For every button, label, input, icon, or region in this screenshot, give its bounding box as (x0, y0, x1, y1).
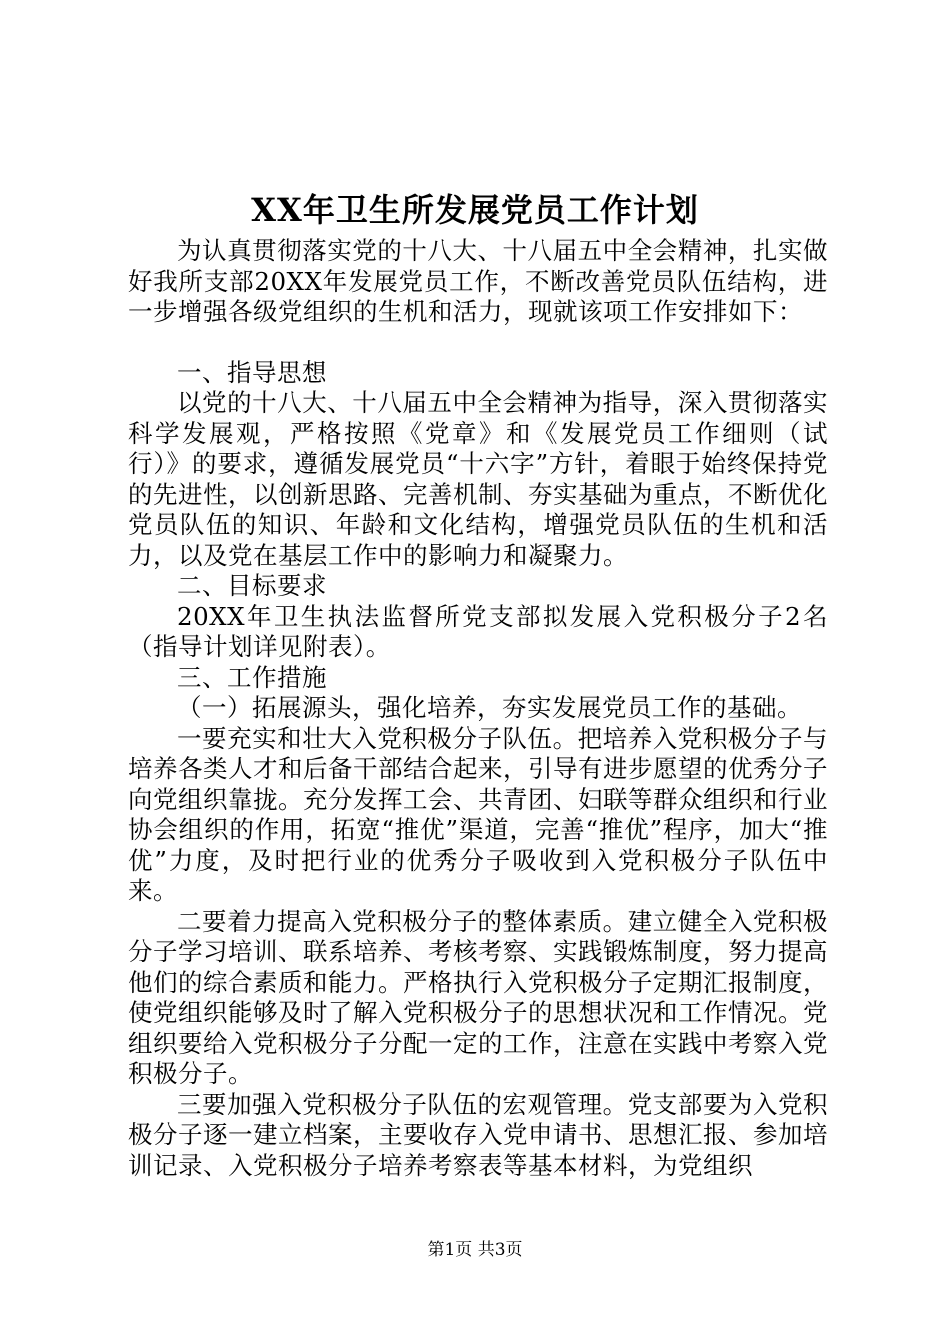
section-heading-goals: 二、目标要求 (177, 571, 327, 600)
measure-paragraph-3: 三要加强入党积极分子队伍的宏观管理。党支部要为入党积极分子逐一建立档案，主要收存入党申请书、思想汇报、参加培训记录、入党积极分子培养考察表等基本材料，为党组织 (128, 1089, 828, 1180)
document-title: XX年卫生所发展党员工作计划 (251, 191, 699, 229)
section-paragraph-guiding-ideology: 以党的十八大、十八届五中全会精神为指导，深入贯彻落实科学发展观，严格按照《党章》和《发展党员工作细则（试行）》的要求，遵循发展党员“十六字”方针，着眼于始终保持党的先进性，以创新思路、完善机制、夯实基础为重点，不断优化党员队伍的知识、年龄和文化结构，增强党员队伍的生机和活力，以及党在基层工作中的影响力和凝聚力。 (128, 388, 828, 570)
section-paragraph-goals: 20XX年卫生执法监督所党支部拟发展入党积极分子2名（指导计划详见附表）。 (128, 601, 828, 661)
paragraph-spacer (128, 328, 828, 358)
section-heading-guiding-ideology: 一、指导思想 (177, 357, 327, 387)
measure-paragraph-2: 二要着力提高入党积极分子的整体素质。建立健全入党积极分子学习培训、联系培养、考核考察、实践锻炼制度，努力提高他们的综合素质和能力。严格执行入党积极分子定期汇报制度，使党组织能够及时了解入党积极分子的思想状况和工作情况。党组织要给入党积极分子分配一定的工作，注意在实践中考察入党积极分子。 (128, 906, 828, 1088)
page-number-footer: 第1页 共3页 (427, 1240, 523, 1260)
measure-paragraph-1: 一要充实和壮大入党积极分子队伍。把培养入党积极分子与培养各类人才和后备干部结合起来，引导有进步愿望的优秀分子向党组织靠拢。充分发挥工会、共青团、妇联等群众组织和行业协会组织的作用，拓宽“推优”渠道，完善“推优”程序，加大“推优”力度，及时把行业的优秀分子吸收到入党积极分子队伍中来。 (128, 723, 828, 905)
section-heading-measures: 三、工作措施 (177, 662, 327, 692)
intro-paragraph: 为认真贯彻落实党的十八大、十八届五中全会精神，扎实做好我所支部20XX年发展党员工作，不断改善党员队伍结构，进一步增强各级党组织的生机和活力，现就该项工作安排如下： (128, 236, 828, 326)
subsection-heading-expand-source: （一）拓展源头，强化培养，夯实发展党员工作的基础。 (177, 693, 802, 722)
document-body (128, 236, 828, 1181)
